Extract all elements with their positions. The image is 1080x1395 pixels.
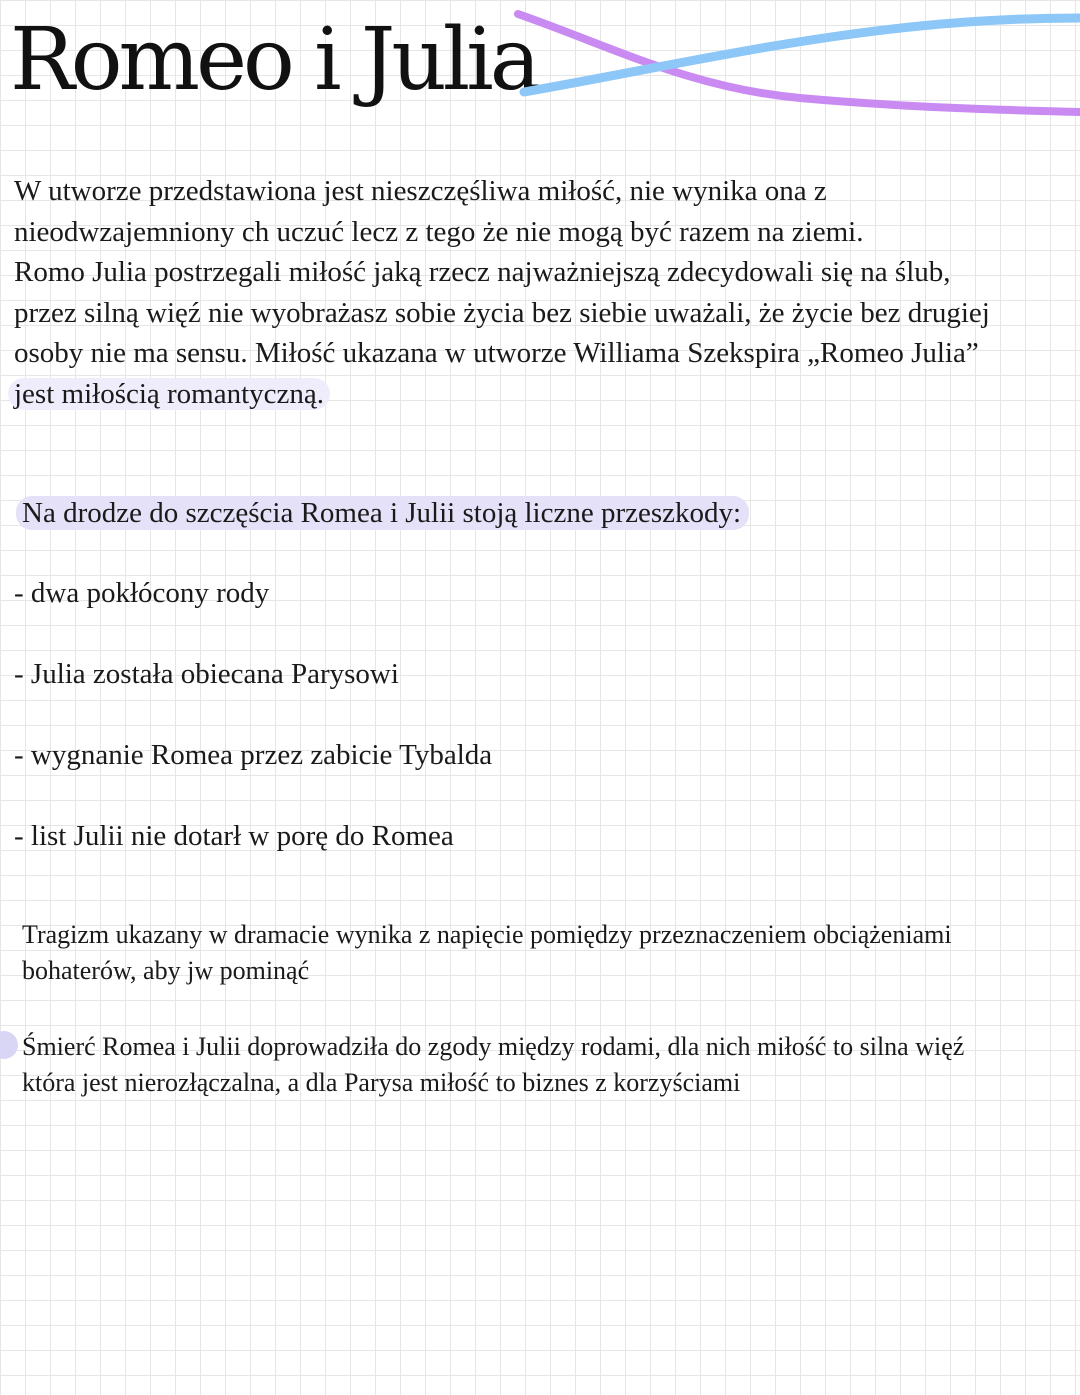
tragic-line: Tragizm ukazany w dramacie wynika z napięcie pomiędzy przeznaczeniem obciążeniami: [22, 920, 952, 949]
blue-stroke: [524, 18, 1080, 92]
list-item: - wygnanie Romea przez zabicie Tybalda: [14, 739, 493, 771]
highlight-dot: [0, 1031, 18, 1059]
list-item: - Julia została obiecana Parysowi: [14, 658, 399, 690]
list-item: - list Julii nie dotarł w porę do Romea: [14, 820, 454, 852]
intro-line: Romo Julia postrzegali miłość jaką rzecz najważniejszą zdecydowali się na ślub,: [14, 256, 951, 288]
obstacles-list: [14, 573, 492, 897]
intro-highlighted-text: jest miłością romantyczną.: [8, 378, 330, 410]
death-line: Śmierć Romea i Julii doprowadziła do zgody między rodami, dla nich miłość to silna więź: [22, 1032, 965, 1061]
intro-line: nieodwzajemniony ch uczuć lecz z tego że nie mogą być razem na ziemi.: [14, 215, 864, 248]
death-paragraph: [22, 1029, 1062, 1101]
tragic-paragraph: [22, 917, 1062, 989]
death-line: która jest nierozłączalna, a dla Parysa miłość to biznes z korzyściami: [22, 1068, 741, 1097]
tragic-line: bohaterów, aby jw pominąć: [22, 956, 310, 985]
list-item: - dwa pokłócony rody: [14, 577, 270, 609]
intro-line: przez silną więź nie wyobrażasz sobie życia bez siebie uważali, że życie bez drugiej: [14, 296, 990, 329]
intro-line: [14, 171, 1064, 212]
intro-line: osoby nie ma sensu. Miłość ukazana w utworze Williama Szekspira „Romeo Julia”: [14, 337, 979, 369]
intro-line-text: W utworze przedstawiona jest nieszczęśliwa miłość, nie wynika ona z: [14, 175, 827, 207]
page-title: Romeo i Julia: [10, 10, 538, 110]
purple-stroke: [518, 14, 1080, 112]
obstacles-heading: Na drodze do szczęścia Romea i Julii stoją liczne przeszkody:: [16, 496, 749, 530]
intro-paragraph: [14, 171, 1064, 414]
intro-line: [14, 374, 1064, 415]
decorative-brush-strokes: [500, 0, 1080, 130]
